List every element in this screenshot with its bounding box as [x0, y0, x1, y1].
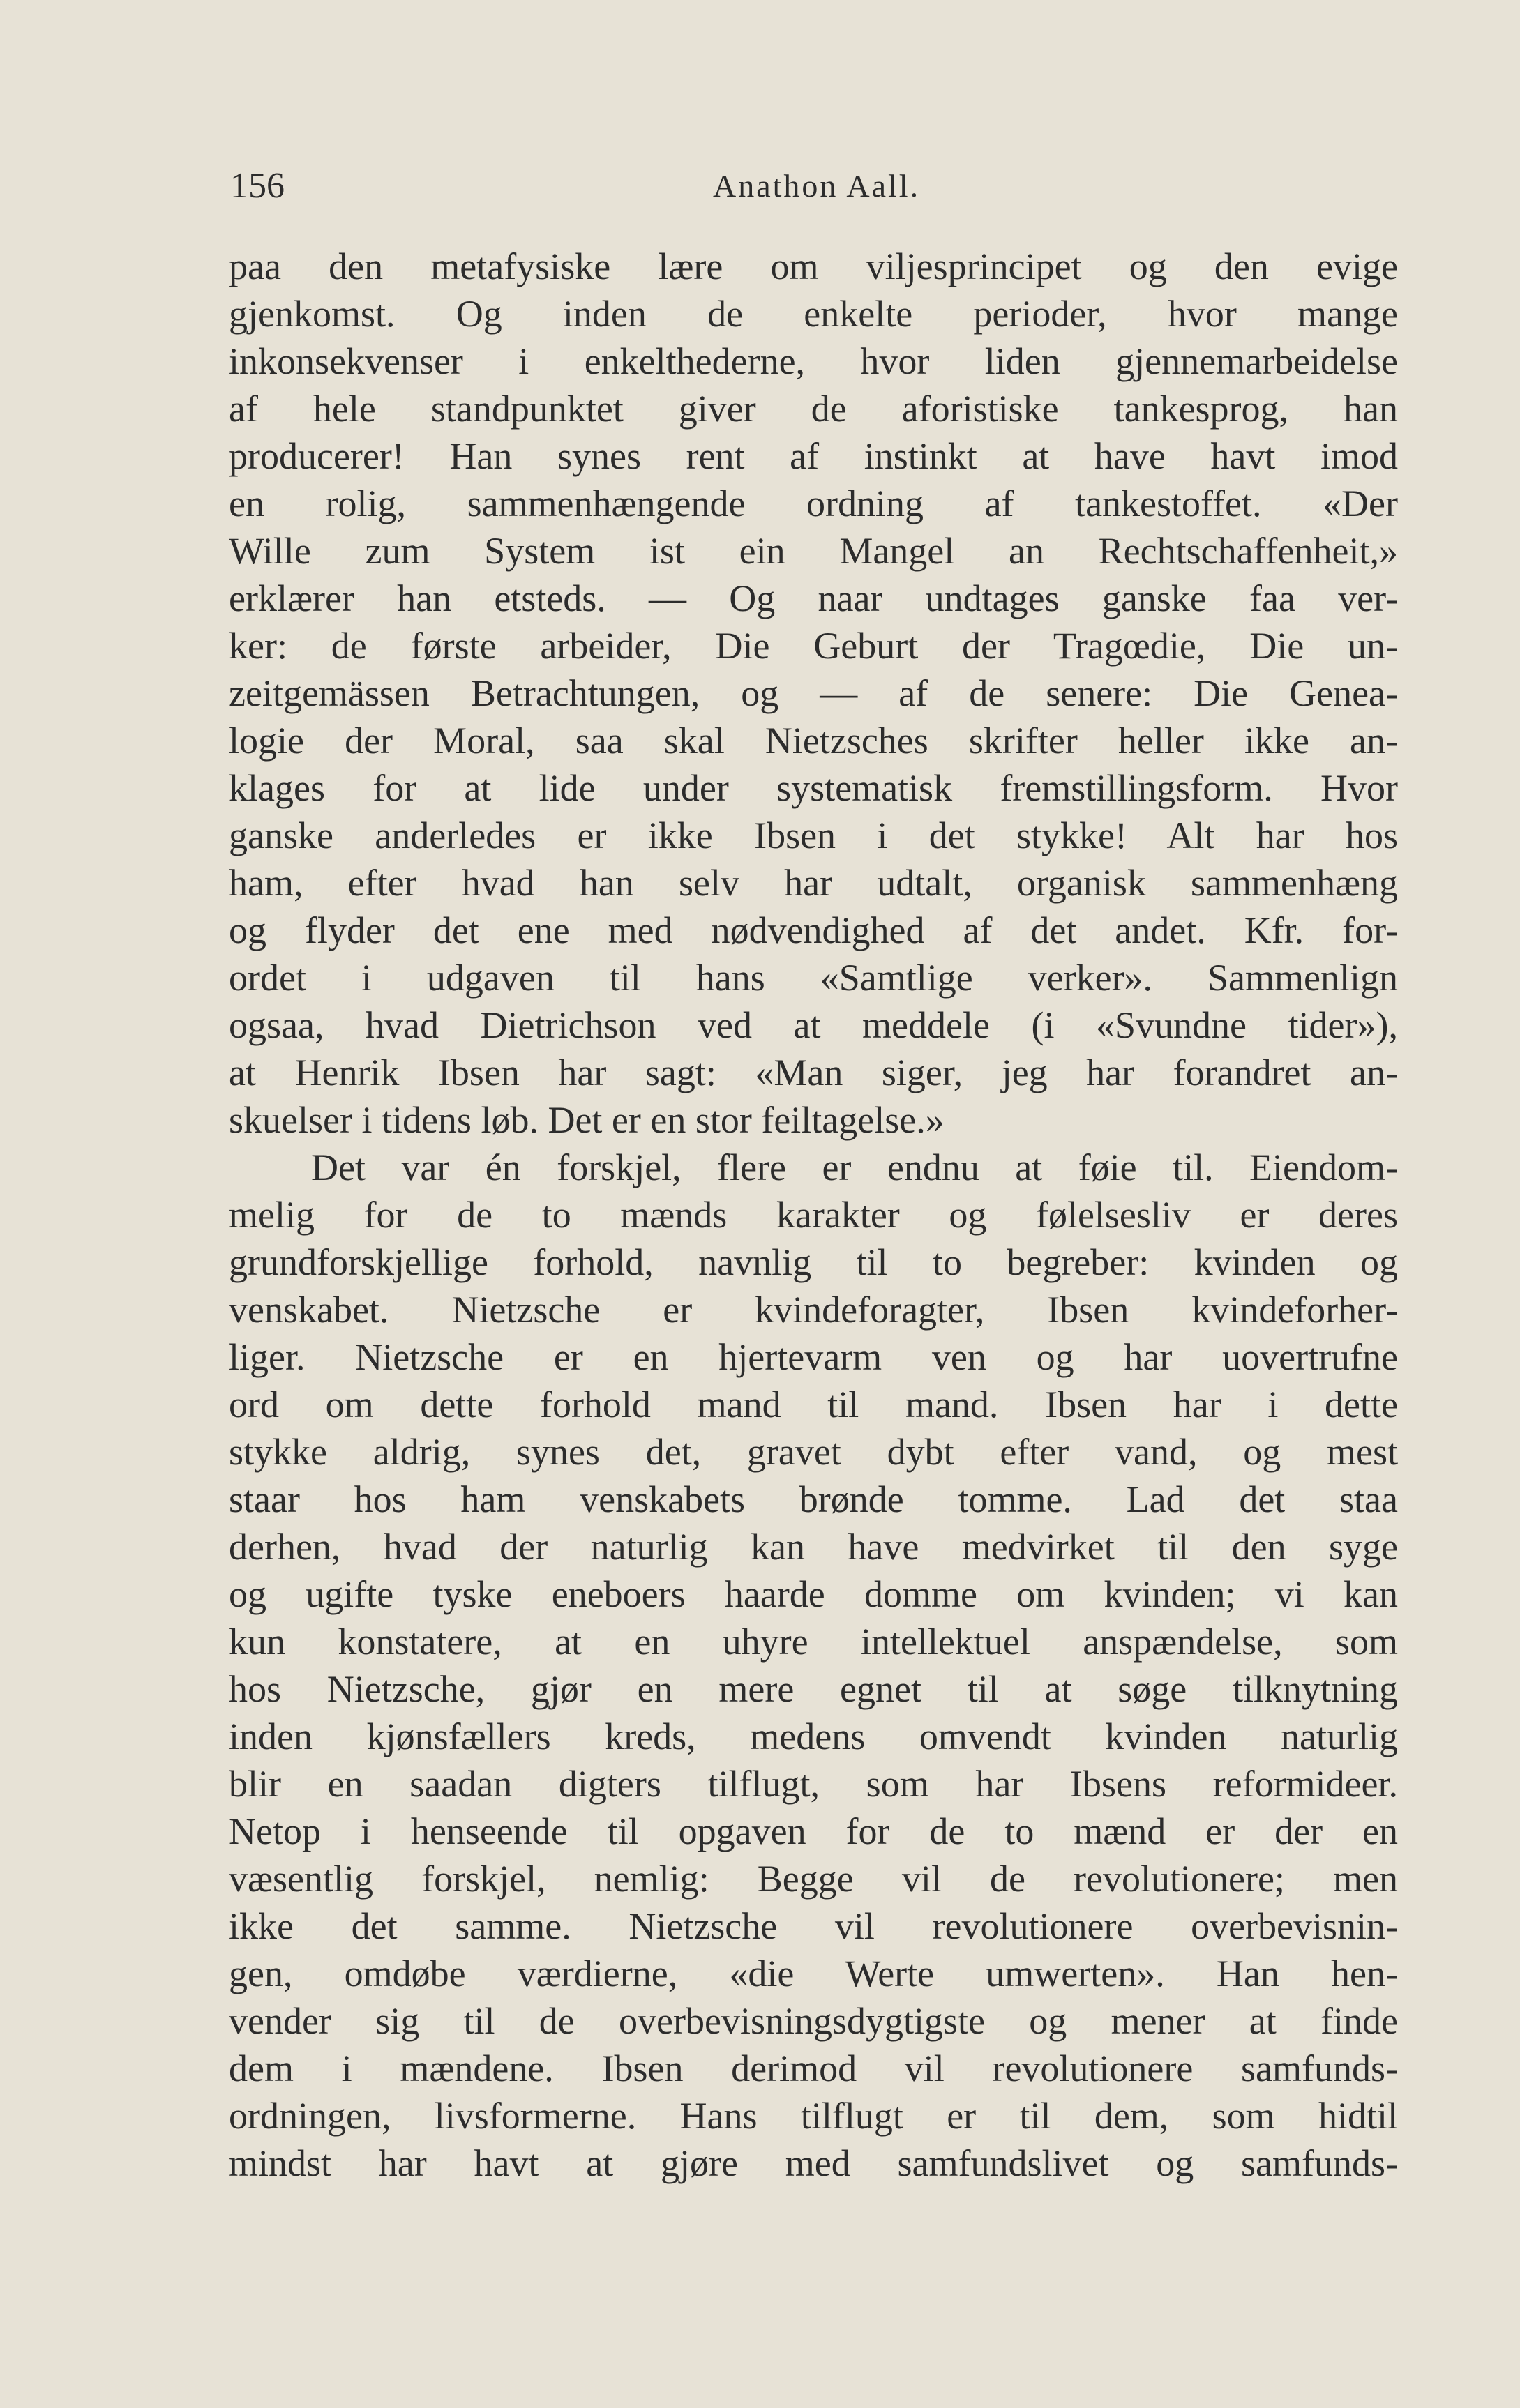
text-line: ikke det samme. Nietzsche vil revolutionere overbevisnin- [229, 1905, 1398, 1947]
page-header [230, 162, 1395, 211]
page-number: 156 [230, 166, 285, 206]
text-line: inkonsekvenser i enkelthederne, hvor liden gjennemarbeidelse [229, 340, 1398, 382]
text-line: og ugifte tyske eneboers haarde domme om kvinden; vi kan [229, 1573, 1398, 1615]
text-line: stykke aldrig, synes det, gravet dybt efter vand, og mest [229, 1431, 1398, 1473]
text-line: ordet i udgaven til hans «Samtlige verker». Sammenlign [229, 957, 1398, 999]
text-line: ordningen, livsformerne. Hans tilflugt er til dem, som hidtil [229, 2095, 1398, 2137]
text-line: og flyder det ene med nødvendighed af det andet. Kfr. for- [229, 909, 1398, 951]
paragraph-start-line: Det var én forskjel, flere er endnu at føie til. Eiendom- [311, 1146, 1398, 1188]
text-line: grundforskjellige forhold, navnlig til to begreber: kvinden og [229, 1241, 1398, 1283]
text-line: ord om dette forhold mand til mand. Ibsen har i dette [229, 1384, 1398, 1425]
text-line: dem i mændene. Ibsen derimod vil revolutionere samfunds- [229, 2047, 1398, 2089]
text-line: inden kjønsfællers kreds, medens omvendt kvinden naturlig [229, 1716, 1398, 1757]
text-line: derhen, hvad der naturlig kan have medvirket til den syge [229, 1526, 1398, 1568]
text-line: liger. Nietzsche er en hjertevarm ven og har uovertrufne [229, 1336, 1398, 1378]
text-line: erklærer han etsteds. — Og naar undtages ganske faa ver- [229, 577, 1398, 619]
text-line: mindst har havt at gjøre med samfundslivet og samfunds- [229, 2142, 1398, 2184]
text-line: Wille zum System ist ein Mangel an Rechtschaffenheit,» [229, 530, 1398, 572]
text-line: staar hos ham venskabets brønde tomme. Lad det staa [229, 1478, 1398, 1520]
text-line: en rolig, sammenhængende ordning af tankestoffet. «Der [229, 483, 1398, 524]
running-head: Anathon Aall. [713, 168, 921, 204]
text-line: vender sig til de overbevisningsdygtigste og mener at finde [229, 2000, 1398, 2042]
body-text [229, 243, 1398, 2187]
text-line: ogsaa, hvad Dietrichson ved at meddele (i «Svundne tider»), [229, 1004, 1398, 1046]
text-line: venskabet. Nietzsche er kvindeforagter, Ibsen kvindeforher- [229, 1289, 1398, 1331]
text-line: gjenkomst. Og inden de enkelte perioder, hvor mange [229, 293, 1398, 335]
text-line: zeitgemässen Betrachtungen, og — af de senere: Die Genea- [229, 672, 1398, 714]
text-line: logie der Moral, saa skal Nietzsches skrifter heller ikke an- [229, 720, 1398, 762]
text-line: paa den metafysiske lære om viljesprincipet og den evige [229, 245, 1398, 287]
text-line: producerer! Han synes rent af instinkt at have havt imod [229, 435, 1398, 477]
text-line: væsentlig forskjel, nemlig: Begge vil de revolutionere; men [229, 1858, 1398, 1900]
text-line: gen, omdøbe værdierne, «die Werte umwerten». Han hen- [229, 1953, 1398, 1994]
text-line: at Henrik Ibsen har sagt: «Man siger, jeg har forandret an- [229, 1052, 1398, 1093]
text-line: skuelser i tidens løb. Det er en stor feiltagelse.» [229, 1099, 945, 1141]
text-line: ham, efter hvad han selv har udtalt, organisk sammenhæng [229, 862, 1398, 904]
text-line: melig for de to mænds karakter og følelsesliv er deres [229, 1194, 1398, 1236]
text-line: blir en saadan digters tilflugt, som har Ibsens reformideer. [229, 1763, 1398, 1805]
text-line: kun konstatere, at en uhyre intellektuel anspændelse, som [229, 1621, 1398, 1663]
text-line: af hele standpunktet giver de aforistiske tankesprog, han [229, 388, 1398, 430]
text-line: ganske anderledes er ikke Ibsen i det stykke! Alt har hos [229, 815, 1398, 856]
text-line: Netop i henseende til opgaven for de to mænd er der en [229, 1810, 1398, 1852]
text-line: ker: de første arbeider, Die Geburt der Tragœdie, Die un- [229, 625, 1398, 667]
text-line: hos Nietzsche, gjør en mere egnet til at søge tilknytning [229, 1668, 1398, 1710]
text-line: klages for at lide under systematisk fremstillingsform. Hvor [229, 767, 1398, 809]
